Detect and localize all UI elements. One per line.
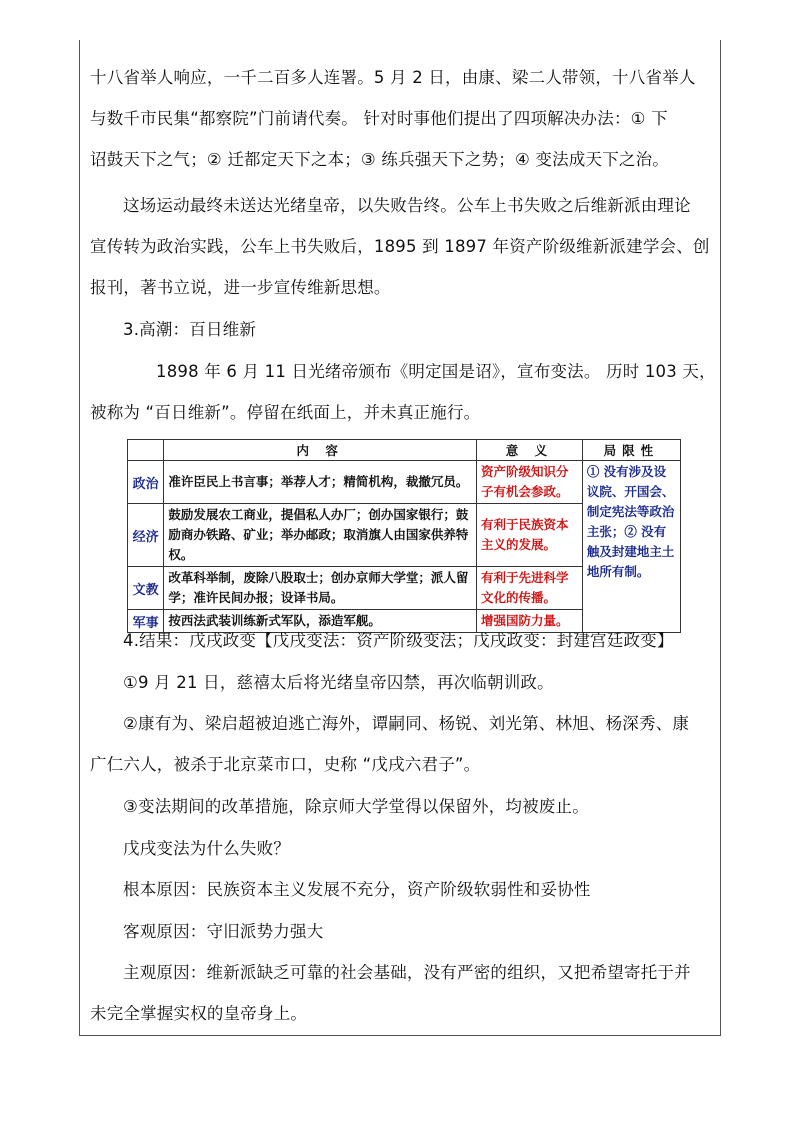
question: 戊戌变法为什么失败？ [123, 839, 290, 858]
text-line: 宣传转为政治实践，公车上书失败后，1895 到 1897 年资产阶级维新派建学会、创 [90, 237, 710, 256]
paragraph-gongche-shangshu [90, 57, 720, 180]
meaning-cell: 资产阶级知识分子有机会参政。 [477, 461, 583, 504]
category-cell: 文教 [128, 567, 164, 610]
table-row [128, 461, 681, 504]
meaning-cell: 有利于先进科学文化的传播。 [477, 567, 583, 610]
content-cell: 鼓励发展农工商业，提倡私人办厂；创办国家银行；鼓励商办铁路、矿业；举办邮政；取消旗人由国家供养特权。 [164, 504, 477, 567]
table-header: 局限性 [582, 440, 680, 461]
table-header: 内 容 [164, 440, 477, 461]
content-cell: 改革科举制，废除八股取士；创办京师大学堂；派人留学；准许民间办报；设译书局。 [164, 567, 477, 610]
cause-objective: 客观原因：守旧派势力强大 [123, 922, 324, 941]
reform-table [127, 439, 681, 633]
paragraph-hundred-days [90, 351, 720, 433]
cause-root: 根本原因：民族资本主义发展不充分，资产阶级软弱性和妥协性 [123, 880, 591, 899]
paragraph-movement-result [90, 185, 720, 308]
result-item-1: ①9 月 21 日，慈禧太后将光绪皇帝囚禁，再次临朝训政。 [123, 673, 554, 692]
text-line: 诏鼓天下之气；② 迁都定天下之本；③ 练兵强天下之势；④ 变法成天下之治。 [90, 150, 670, 169]
table-header-row [128, 440, 681, 461]
category-cell: 经济 [128, 504, 164, 567]
text-line: 未完全掌握实权的皇帝身上。 [90, 1004, 308, 1023]
meaning-cell: 增强国防力量。 [477, 610, 583, 633]
table-header [128, 440, 164, 461]
text-line: 广仁六人，被杀于北京菜市口，史称 “戊戌六君子”。 [90, 755, 481, 774]
text-line: ②康有为、梁启超被迫逃亡海外，谭嗣同、杨锐、刘光第、林旭、杨深秀、康 [123, 714, 690, 733]
text-line: 十八省举人响应，一千二百多人连署。5 月 2 日，由康、梁二人带领，十八省举人 [90, 68, 696, 87]
result-item-3: ③变法期间的改革措施，除京师大学堂得以保留外，均被废止。 [123, 797, 589, 816]
category-cell: 军事 [128, 610, 164, 633]
meaning-cell: 有利于民族资本主义的发展。 [477, 504, 583, 567]
cause-subjective [90, 952, 720, 1034]
result-item-2 [90, 703, 720, 785]
text-line: 与数千市民集“都察院”门前请代奏。 针对时事他们提出了四项解决办法：① 下 [90, 109, 668, 128]
limitation-cell: ① 没有涉及设议院、开国会、制定宪法等政治主张；② 没有触及封建地主土地所有制。 [582, 461, 680, 633]
text-line: 这场运动最终未送达光绪皇帝，以失败告终。公车上书失败之后维新派由理论 [123, 196, 691, 215]
category-cell: 政治 [128, 461, 164, 504]
content-cell: 按西法武装训练新式军队，添造军舰。 [164, 610, 477, 633]
section-heading-4: 4.结果：戊戌政变【戊戌变法：资产阶级变法；戊戌政变：封建宫廷政变】 [123, 631, 674, 650]
text-line: 主观原因：维新派缺乏可靠的社会基础，没有严密的组织，又把希望寄托于并 [123, 963, 691, 982]
section-heading-3: 3.高潮：百日维新 [123, 320, 257, 339]
text-line: 报刊，著书立说，进一步宣传维新思想。 [90, 278, 391, 297]
content-cell: 准许臣民上书言事；举荐人才；精简机构，裁撤冗员。 [164, 461, 477, 504]
table-header: 意 义 [477, 440, 583, 461]
text-line: 被称为 “百日维新”。停留在纸面上，并未真正施行。 [90, 403, 481, 422]
text-line: 1898 年 6 月 11 日光绪帝颁布《明定国是诏》，宣布变法。 历时 103 天， [156, 362, 716, 381]
